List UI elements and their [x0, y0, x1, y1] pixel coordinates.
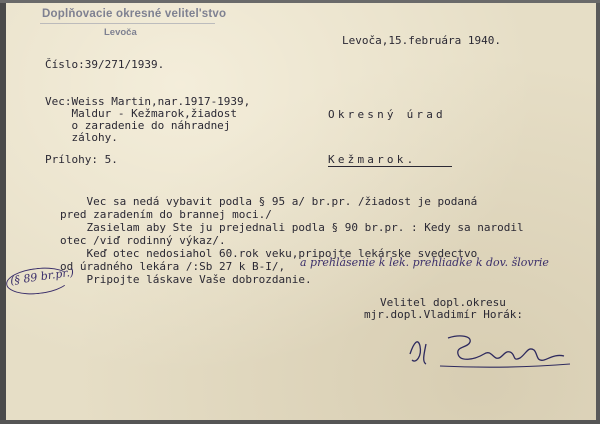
signature-title: Velitel dopl.okresu [380, 296, 506, 309]
subject-line-2: Maldur - Kežmarok,žiadost [45, 107, 238, 120]
scan-border-left [0, 0, 6, 424]
body-line-5: Keď otec nedosiahol 60.rok veku,pripojte lekárske svedectvo [60, 247, 478, 260]
stamp-rule [40, 23, 215, 24]
signature-name: mjr.dopl.Vladimír Horák: [364, 308, 523, 321]
handwritten-insert: a prehlásenie k lek. prehliadke k dov. šlovrie [300, 256, 549, 269]
handwritten-margin-note: (§ 89 br.pr.) [9, 265, 75, 288]
handwritten-signature [400, 324, 575, 374]
body-line-6: od úradného lekára /:Sb 27 k B-I/, [60, 260, 286, 273]
office-stamp-title: Doplňovacie okresné velitel'stvo [42, 8, 227, 20]
subject-line-1: Vec:Weiss Martin,nar.1917-1939, [45, 95, 251, 108]
scan-border-right [596, 0, 600, 424]
body-line-2: pred zaradením do brannej moci./ [60, 208, 272, 221]
reference-number: Číslo:39/271/1939. [45, 58, 165, 71]
place-date: Levoča,15.februára 1940. [342, 34, 501, 47]
body-line-3: Zasielam aby Ste ju prejednali podla § 90 br.pr. : Kedy sa narodil [60, 221, 524, 234]
subject-line-4: zálohy. [45, 131, 118, 144]
recipient-underline [328, 166, 452, 167]
body-line-7: Pripojte láskave Vaše dobrozdanie. [60, 273, 312, 286]
attachments: Prílohy: 5. [45, 153, 118, 166]
recipient-office: Okresný úrad [328, 108, 446, 121]
subject-line-3: o zaradenie do náhradnej [45, 119, 231, 132]
office-stamp-place: Levoča [104, 27, 137, 38]
body-line-4: otec /viď rodinný výkaz/. [60, 234, 226, 247]
recipient-town: Kežmarok. [328, 153, 417, 166]
scan-border-top [0, 0, 600, 3]
scan-border-bottom [0, 420, 600, 424]
body-line-1: Vec sa nedá vybavit podla § 95 a/ br.pr. /žiadost je podaná [60, 195, 478, 208]
